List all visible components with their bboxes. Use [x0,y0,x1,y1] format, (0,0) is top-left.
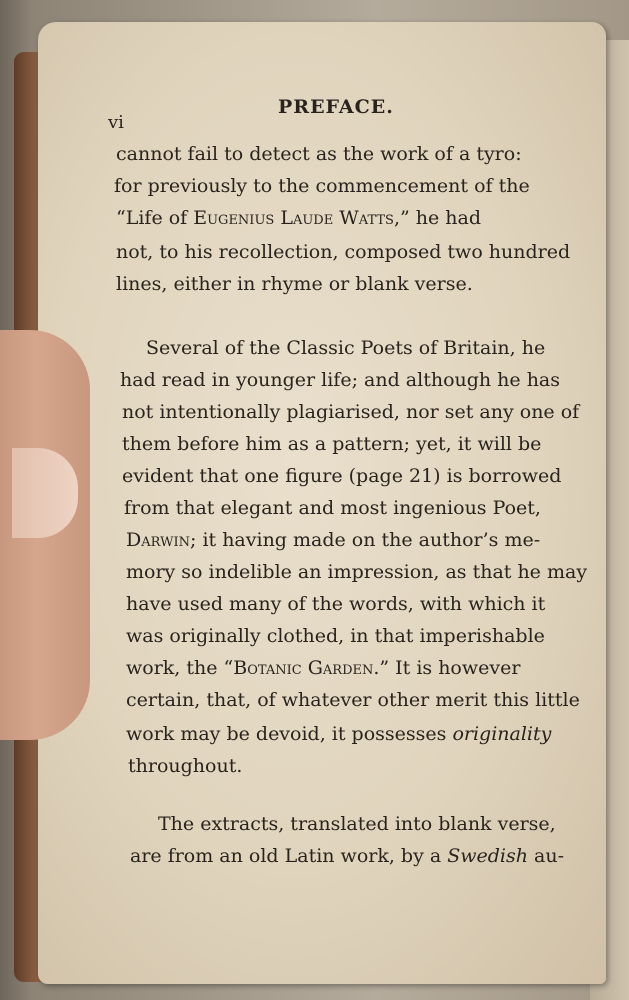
text-line: Darwin; it having made on the author’s me- [126,529,541,551]
text-line: are from an old Latin work, by a Swedish au- [130,845,565,867]
text-line: have used many of the words, with which it [126,593,546,615]
text-line: throughout. [128,755,243,777]
text-line: was originally clothed, in that imperishable [126,625,545,647]
text-line: Several of the Classic Poets of Britain, he [146,337,546,359]
text-line: not intentionally plagiarised, nor set any one of [122,401,580,423]
page-title: PREFACE. [278,96,394,118]
text-line: work, the “Botanic Garden.” It is however [126,657,521,679]
text-line: cannot fail to detect as the work of a tyro: [116,143,522,165]
text-line: evident that one figure (page 21) is borrowed [122,465,562,487]
text-line: mory so indelible an impression, as that he may [126,561,588,583]
text-line: lines, either in rhyme or blank verse. [116,273,473,295]
text-line: “Life of Eugenius Laude Watts,” he had [116,207,482,229]
page-number: vi [108,112,124,133]
text-line: for previously to the commencement of the [114,175,530,197]
text-line: not, to his recollection, composed two hundred [116,241,571,263]
text-line: work may be devoid, it possesses originality [126,723,552,745]
text-line: The extracts, translated into blank verse, [158,813,556,835]
text-line: had read in younger life; and although he has [120,369,561,391]
text-line: them before him as a pattern; yet, it will be [122,433,542,455]
text-line: from that elegant and most ingenious Poet, [124,497,541,519]
text-line: certain, that, of whatever other merit this little [126,689,580,711]
